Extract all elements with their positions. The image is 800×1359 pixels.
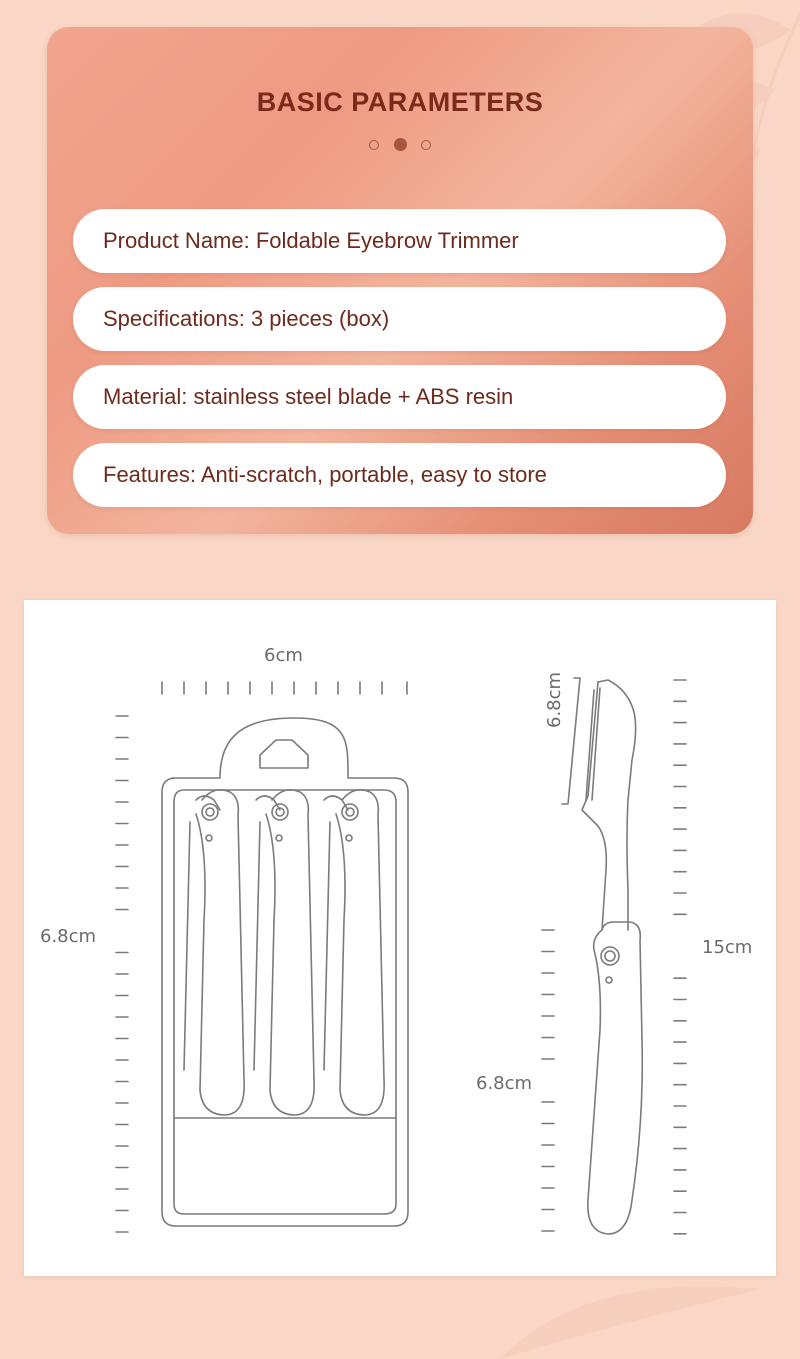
- basic-parameters-card: [47, 27, 753, 534]
- trimmer-side-view: [562, 678, 642, 1234]
- dimensions-diagram: [24, 600, 776, 1276]
- params-title: BASIC PARAMETERS: [256, 87, 544, 117]
- dimension-drawing: [24, 600, 776, 1276]
- param-product-name: Product Name: Foldable Eyebrow Trimmer: [73, 209, 726, 273]
- param-specifications: Specifications: 3 pieces (box): [73, 287, 726, 351]
- handle-length-label: 6.8cm: [476, 1073, 533, 1094]
- carousel-dot-active[interactable]: [394, 138, 407, 151]
- param-features: Features: Anti-scratch, portable, easy to store: [73, 443, 726, 507]
- handle-length-ruler: [542, 930, 554, 1231]
- param-material: Material: stainless steel blade + ABS resin: [73, 365, 726, 429]
- carousel-dots: [47, 136, 753, 154]
- trimmer-1: [184, 790, 244, 1115]
- total-length-ruler: [674, 680, 686, 1234]
- box-height-label: 6.8cm: [40, 926, 97, 947]
- trimmer-2: [254, 790, 314, 1115]
- total-length-label: 15cm: [702, 937, 753, 958]
- carousel-dot[interactable]: [369, 140, 379, 150]
- package-outline: [162, 718, 408, 1226]
- width-label: 6cm: [264, 645, 303, 666]
- trimmer-3: [324, 790, 384, 1115]
- box-height-ruler: [116, 716, 128, 1232]
- carousel-dot[interactable]: [421, 140, 431, 150]
- blade-length-label: 6.8cm: [544, 671, 565, 728]
- width-ruler: [162, 682, 407, 694]
